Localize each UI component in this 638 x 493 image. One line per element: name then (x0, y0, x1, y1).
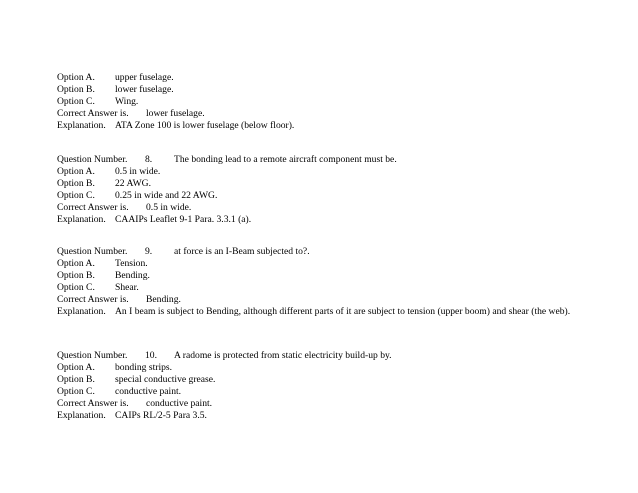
option-label: Option B. (57, 270, 95, 281)
explanation-value: CAAIPs Leaflet 9-1 Para. 3.3.1 (a). (115, 214, 252, 225)
option-label: Option A. (57, 72, 95, 83)
explanation-value: An I beam is subject to Bending, although different parts of it are subject to tension (upper boom) and shear (the web). (115, 306, 571, 317)
correct-answer-label: Correct Answer is. (57, 294, 129, 305)
question-label: Question Number. (57, 154, 128, 165)
question-number: 10. (145, 350, 157, 361)
option-label: Option A. (57, 362, 95, 373)
option-value: Wing. (115, 96, 139, 107)
option-label: Option C. (57, 386, 95, 397)
option-value: special conductive grease. (115, 374, 216, 385)
option-value: bonding strips. (115, 362, 173, 373)
explanation-label: Explanation. (57, 214, 106, 225)
correct-answer-label: Correct Answer is. (57, 108, 129, 119)
correct-answer-value: Bending. (146, 294, 181, 305)
correct-answer-label: Correct Answer is. (57, 398, 129, 409)
option-value: upper fuselage. (115, 72, 174, 83)
option-value: 0.5 in wide. (115, 166, 161, 177)
option-label: Option B. (57, 178, 95, 189)
question-label: Question Number. (57, 350, 128, 361)
option-label: Option A. (57, 166, 95, 177)
question-label: Question Number. (57, 246, 128, 257)
correct-answer-label: Correct Answer is. (57, 202, 129, 213)
question-text: A radome is protected from static electricity build-up by. (174, 350, 392, 361)
correct-answer-value: 0.5 in wide. (146, 202, 192, 213)
option-value: Shear. (115, 282, 139, 293)
question-number: 8. (145, 154, 153, 165)
option-label: Option B. (57, 84, 95, 95)
option-label: Option C. (57, 282, 95, 293)
option-value: Tension. (115, 258, 148, 269)
option-label: Option C. (57, 190, 95, 201)
option-label: Option B. (57, 374, 95, 385)
correct-answer-value: lower fuselage. (146, 108, 205, 119)
question-text: at force is an I-Beam subjected to?. (174, 246, 310, 257)
question-text: The bonding lead to a remote aircraft component must be. (174, 154, 397, 165)
explanation-value: CAIPs RL/2-5 Para 3.5. (115, 410, 207, 421)
explanation-value: ATA Zone 100 is lower fuselage (below floor). (115, 120, 295, 131)
option-value: 22 AWG. (115, 178, 152, 189)
option-value: lower fuselage. (115, 84, 174, 95)
explanation-label: Explanation. (57, 120, 106, 131)
option-value: Bending. (115, 270, 150, 281)
explanation-label: Explanation. (57, 410, 106, 421)
option-label: Option A. (57, 258, 95, 269)
correct-answer-value: conductive paint. (146, 398, 213, 409)
option-value: conductive paint. (115, 386, 182, 397)
option-value: 0.25 in wide and 22 AWG. (115, 190, 218, 201)
question-number: 9. (145, 246, 153, 257)
option-label: Option C. (57, 96, 95, 107)
explanation-label: Explanation. (57, 306, 106, 317)
